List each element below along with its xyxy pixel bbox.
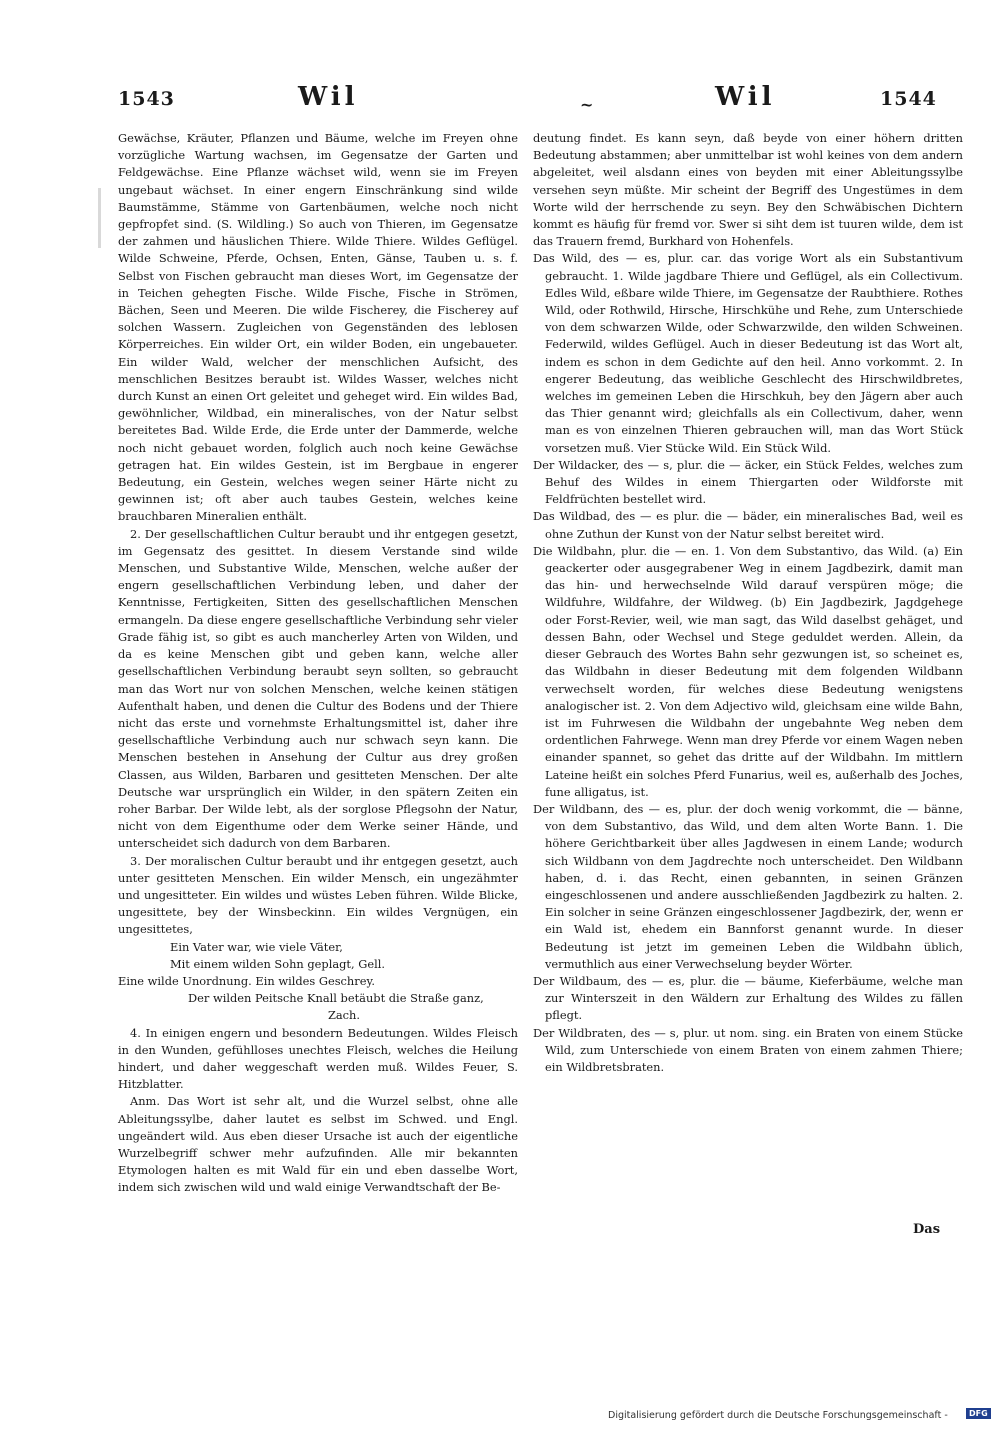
dictionary-entry: Der Wildbaum, des — es, plur. die — bäume, Kieferbäume, welche man zur Winterszeit in den Wäldern zur Erhaltung des Wildes zu fällen pflegt. <box>533 973 963 1023</box>
left-paragraph: Gewächse, Kräuter, Pflanzen und Bäume, welche im Freyen ohne vorzügliche Wartung wachsen, im Gegensatze der Garten und Feldgewächse. Eine Pflanze wächset wild, wenn sie im Freyen ungebaut wächset. In einer engern Einschränkung sind wilde Baumstämme, Stämme von Gartenbäumen, welche noch nicht gepfropfet sind. (S. Wildling.) So auch von Thieren, im Gegensatze der zahmen und häuslichen Thiere. Wilde Thiere. Wildes Geflügel. Wilde Schweine, Pferde, Ochsen, Enten, Gänse, Tauben u. s. f. Selbst von Fischen gebraucht man dieses Wort, im Gegensatze der in Teichen gehegten Fische. Wilde Fische, Fische in Strömen, Bächen, Seen und Meeren. Die wilde Fischerey, die Fischerey auf solchen Wassern. Zugleichen von Gegenständen des leblosen Körperreiches. Ein wilder Ort, ein wilder Boden, ein ungebaueter. Ein wilder Wald, welcher der menschlichen Aufsicht, des menschlichen Besitzes beraubt ist. Wildes Wasser, welches nicht durch Kunst an einen Ort geleitet und geheget wird. Ein wildes Bad, gewöhnlicher, Wildbad, ein mineralisches, von der Natur selbst bereitetes Bad. Wilde Erde, die Erde unter der Dammerde, welche noch nicht gebauet worden, folglich auch noch keine Gewächse getragen hat. Ein wildes Gestein, ist im Bergbaue in engerer Bedeutung, ein Gestein, welches wegen seiner Härte nicht zu gewinnen ist; oft aber auch taubes Gestein, welches keine brauchbaren Mineralien enthält. <box>118 131 518 524</box>
right-running-head: Wil <box>715 82 776 112</box>
dictionary-entry: Der Wildbraten, des — s, plur. ut nom. sing. ein Braten von einem Stücke Wild, zum Unterschiede von einem Braten von einem zahmen Thiere; ein Wildbretsbraten. <box>533 1025 963 1074</box>
left-running-head: Wil <box>298 82 359 112</box>
dictionary-entry: Der Wildacker, des — s, plur. die — äcker, ein Stück Feldes, welches zum Behuf des Wildes in einem Thiergarten oder Wildforste mit Feldfrüchten bestellet wird. <box>533 457 963 507</box>
dictionary-entry: Das Wild, des — es, plur. car. das vorige Wort als ein Substantivum gebraucht. 1. Wilde jagdbare Thiere und Geflügel, als ein Collectivum. Edles Wild, eßbare wilde Thiere, im Gegensatze der Raubthiere. Rothes Wild, oder Rothwild, Hirsche, Hirschkühe und Rehe, zum Unterschiede von dem schwarzen Wilde, oder Schwarzwilde, den wilden Schweinen. Federwild, wildes Geflügel. Auch in dieser Bedeutung ist das Wort alt, indem es schon in dem Gedichte auf den heil. Anno vorkommt. 2. In engerer Bedeutung, das weibliche Geschlecht des Hirschwildbretes, welches im gemeinen Leben die Hirschkuh, bey den Jägern aber auch das Thier genannt wird; gleichfalls als ein Collectivum, daher, wenn man es von einzelnen Thieren gebrauchen will, man das Wort Stück vorsetzen muß. Vier Stücke Wild. Ein Stück Wild. <box>533 251 963 455</box>
left-paragraph: 2. Der gesellschaftlichen Cultur beraubt und ihr entgegen gesetzt, im Gegensatz des gesittet. In diesem Verstande sind wilde Menschen, und Substantive Wilde, Menschen, welche außer der engern gesellschaftlichen Verbindung leben, und daher der Kenntnisse, Fertigkeiten, Sitten des gesellschaftlichen Menschen ermangeln. Da diese engere gesellschaftliche Verbindung sehr vieler Grade fähig ist, so gibt es auch mancherley Arten von Wilden, und da es keine Menschen gibt und geben kann, welche aller gesellschaftlichen Verbindung beraubt seyn sollten, so gebraucht man das Wort nur von solchen Menschen, welche keinen stätigen Aufenthalt haben, und denen die Cultur des Bodens und der Thiere nicht das erste und vornehmste Erhaltungsmittel ist, daher ihre gesellschaftliche Verbindung auch nur schwach seyn kann. Die Menschen bestehen in Ansehung der Cultur aus drey großen Classen, aus Wilden, Barbaren und gesitteten Menschen. Der alte Deutsche war ursprünglich ein Wilder, in den spätern Zeiten ein roher Barbar. Der Wilde lebt, als der sorglose Pflegsohn der Natur, nicht von dem Eigenthume oder dem Werke seiner Hände, und unterscheidet sich dadurch von dem Barbaren. <box>118 526 518 851</box>
right-column <box>533 130 963 1076</box>
left-page-number: 1543 <box>118 88 175 110</box>
left-paragraph: 3. Der moralischen Cultur beraubt und ihr entgegen gesetzt, auch unter gesitteten Menschen. Ein wilder Mensch, ein ungezähmter und ungesitteter. Ein wildes und wüstes Leben führen. Wilde Blicke, ungesittete, bey der Winsbeckinn. Ein wildes Vergnügen, ein ungesittetes, <box>118 853 518 937</box>
dictionary-entry: Die Wildbahn, plur. die — en. 1. Von dem Substantivo, das Wild. (a) Ein geackerter oder ausgegrabener Weg in einem Jagdbezirk, damit man das hin- und herwechselnde Wild darauf verspüren möge; die Wildfuhre, Wildfahre, der Wildweg. (b) Ein Jagdbezirk, Jagdgehege oder Forst-Revier, weil, wie man sagt, das Wild daselbst gehäget, und dessen Bahn, oder Wechsel und Stege geduldet werden. Allein, da dieser Gebrauch des Wortes Bahn sehr gezwungen ist, so scheinet es, das Wildbahn in dieser Bedeutung mit dem folgenden Wildbann verwechselt worden, für welches diese Bedeutung wenigstens analogischer ist. 2. Von dem Adjectivo wild, gleichsam eine wilde Bahn, ist im Fuhrwesen die Wildbahn der ungebahnte Weg neben dem ordentlichen Fahrwege. Wenn man drey Pferde vor einem Wagen neben einander spannet, so gehet das dritte auf der Wildbahn. Im mittlern Lateine heißt ein solches Pferd Funarius, weil es, außerhalb des Joches, fune alligatus, ist. <box>533 543 963 799</box>
dictionary-entry: Das Wildbad, des — es plur. die — bäder, ein mineralisches Bad, weil es ohne Zuthun der Kunst von der Natur selbst bereitet wird. <box>533 509 963 541</box>
dfg-logo: DFG <box>966 1408 991 1419</box>
dictionary-entry: Der Wildbann, des — es, plur. der doch wenig vorkommt, die — bänne, von dem Substantivo, das Wild, und dem alten Worte Bann. 1. Die höhere Gerichtbarkeit über alles Jagdwesen in einem Lande; wodurch sich Wildbann von dem Jagdrechte noch unterscheidet. Den Wildbann haben, d. i. das Recht, einen gebannten, in seinen Gränzen eingeschlossenen und andere ausschließenden Jagdbezirk zu halten. 2. Ein solcher in seine Gränzen eingeschlossener Jagdbezirk, der, wenn er ein Wald ist, ehedem ein Bannforst genannt wurde. In dieser Bedeutung ist jetzt im gemeinen Leben die Wildbahn üblich, vermuthlich aus einer Verwechselung beyder Wörter. <box>533 801 963 971</box>
left-paragraph: Eine wilde Unordnung. Ein wildes Geschrey. <box>118 973 375 988</box>
verse-line: Ein Vater war, wie viele Väter, <box>170 939 343 954</box>
header-ornament: ~ <box>580 95 595 114</box>
right-page-number: 1544 <box>880 88 937 110</box>
verse-line: Der wilden Peitsche Knall betäubt die Straße ganz, <box>188 991 484 1006</box>
left-column <box>118 130 518 1197</box>
annotation-paragraph: Anm. Das Wort ist sehr alt, und die Wurzel selbst, ohne alle Ableitungssylbe, daher lautet es selbst im Schwed. und Engl. ungeändert wild. Aus eben dieser Ursache ist auch der eigentliche Wurzelbegriff schwer mehr aufzufinden. Alle mir bekannten Etymologen halten es mit Wald für ein und eben dasselbe Wort, indem sich zwischen wild und wald einige Verwandtschaft der Be- <box>118 1094 518 1195</box>
verse-line: Mit einem wilden Sohn geplagt, Gell. <box>170 956 385 971</box>
catchword: Das <box>913 1222 941 1237</box>
page-blemish <box>98 188 101 248</box>
digitization-notice: Digitalisierung gefördert durch die Deutsche Forschungsgemeinschaft - <box>608 1410 948 1421</box>
verse-attribution: Zach. <box>327 1008 361 1023</box>
left-paragraph: 4. In einigen engern und besondern Bedeutungen. Wildes Fleisch in den Wunden, gefühlloses unechtes Fleisch, welches die Heilung hindert, und daher weggeschaft werden muß. Wildes Feuer, S. Hitzblatter. <box>118 1025 518 1092</box>
right-paragraph: deutung findet. Es kann seyn, daß beyde von einer höhern dritten Bedeutung abstammen; aber unmittelbar ist wohl keines von dem andern abgeleitet, weil alsdann eines von beyden mit einer Ableitungssylbe versehen seyn müßte. Mir scheint der Begriff des Ungestümes in dem Worte wild der herrschende zu seyn. Bey den Schwäbischen Dichtern kommt es häufig für fremd vor. Swer si siht dem ist tuuren wilde, dem ist das Trauern fremd, Burkhard von Hohenfels. <box>533 131 963 249</box>
